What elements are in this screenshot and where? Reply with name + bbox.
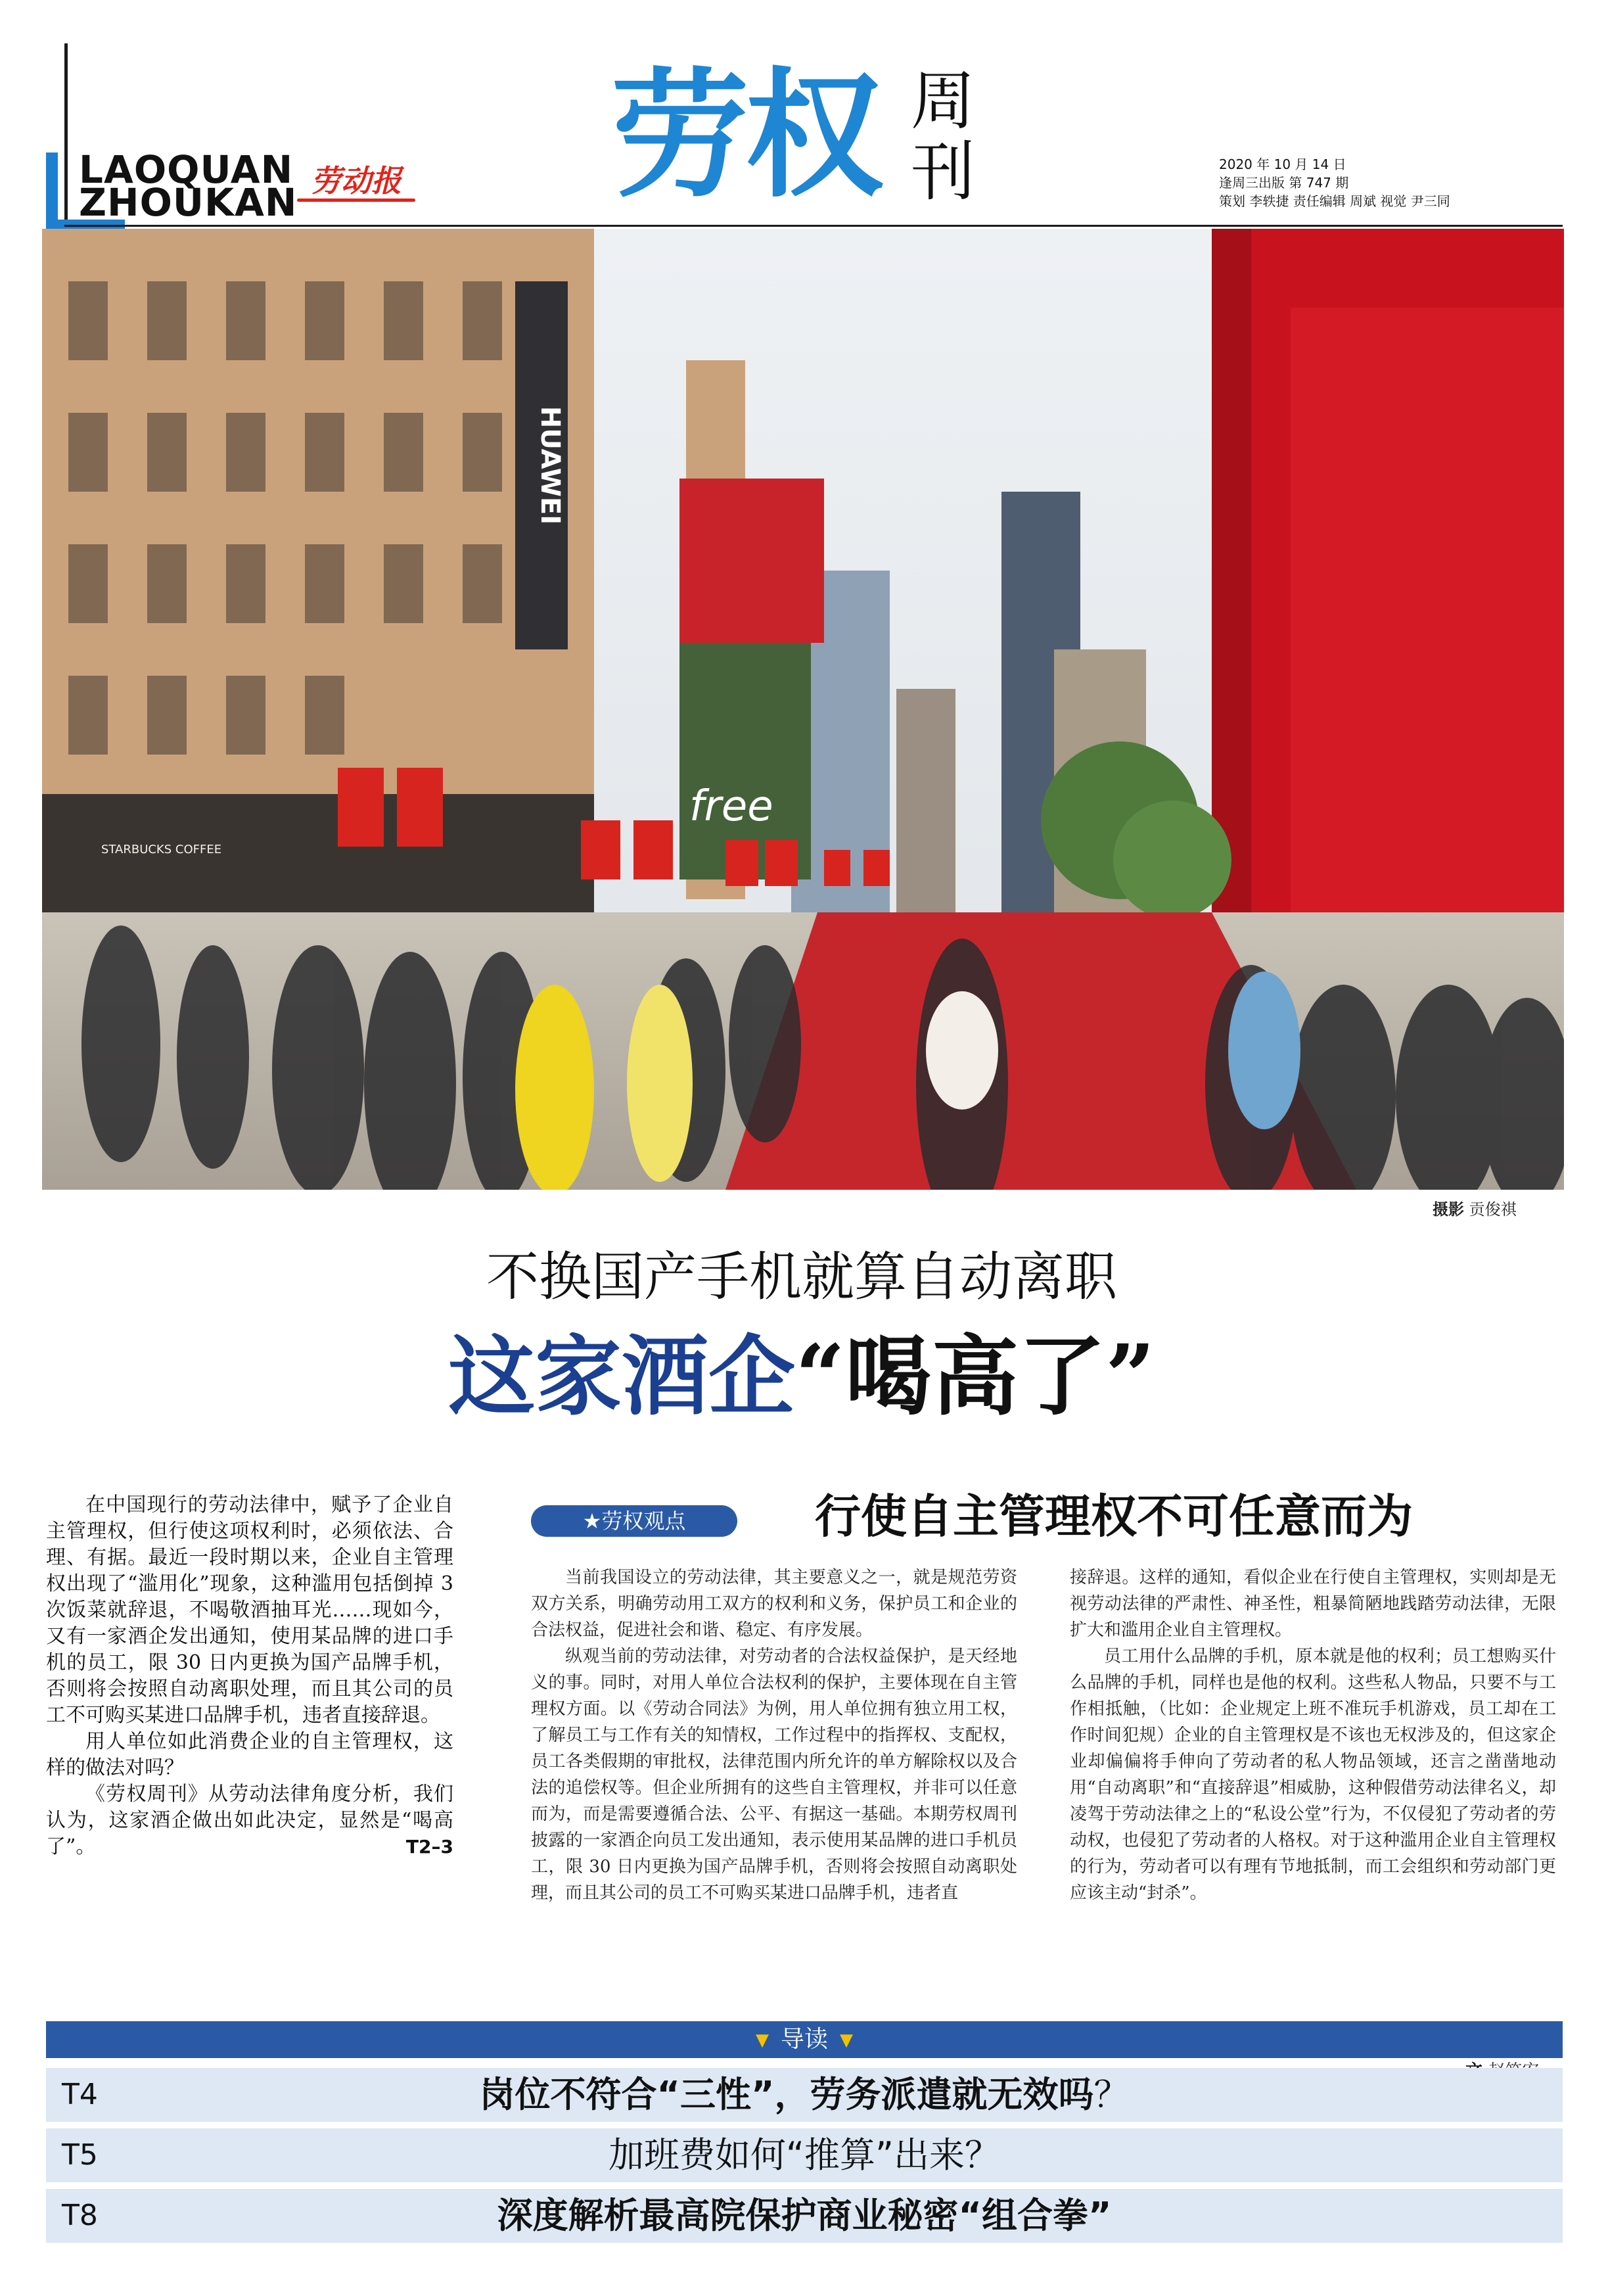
opinion-col1-paragraph: 纵观当前的劳动法律，对劳动者的合法权益保护，是天经地义的事。同时，对用人单位合法权利的保护，主要体现在自主管理权方面。以《劳动合同法》为例，用人单位拥有独立用工权，了解员工与工作有关的知情权，工作过程中的指挥权、支配权，员工各类假期的审批权，法律范围内所允许的单方解除权以及合法的追偿权等。但企业所拥有的这些自主管理权，并非可以任意而为，而是需要遵循合法、公平、有据这一基础。本期劳权周刊披露的一家酒企向员工发出通知，表示使用某品牌的进口手机员工，限 30 日内更换为国产品牌手机，否则将会按照自动离职处理，而且其公司的员工不可购买某进口品牌手机，违者直: [531, 1647, 1017, 1903]
lead-paragraph-3: [46, 1781, 453, 1860]
lead-paragraph-1: 在中国现行的劳动法律中，赋予了企业自主管理权，但行使这项权利时，必须依法、合理、有据。最近一段时期以来，企业自主管理权出现了“滥用化”现象，这种滥用包括倒掉 3 次饭菜就辞退，不喝敬酒抽耳光……现如今，又有一家酒企发出通知，使用某品牌的进口手机的员工，限 30 日内更换为国产品牌手机，否则将会按照自动离职处理，而且其公司的员工不可购买某进口品牌手机，违者直接辞退。: [46, 1493, 453, 1727]
headline-kicker: 不换国产手机就算自动离职: [486, 1246, 1117, 1307]
photo-credit-name: 贡俊祺: [1469, 1200, 1517, 1219]
guide-item[interactable]: [46, 2128, 1563, 2182]
masthead-subtitle-char1: 周: [910, 64, 975, 139]
free-sign: free: [689, 782, 773, 831]
issue-date: 2020 年 10 月 14 日: [1219, 156, 1346, 172]
guide-header: [46, 2021, 1563, 2058]
guide-item-page: T8: [62, 2199, 98, 2232]
guide-item-page: T5: [62, 2138, 98, 2172]
opinion-col2-paragraph: 员工用什么品牌的手机，原本就是他的权利；员工想购买什么品牌的手机，同样也是他的权利。这些私人物品，只要不与工作相抵触，（比如：企业规定上班不准玩手机游戏，员工却在工作时间犯规）企业的自主管理权是不该也无权涉及的，但这家企业却偏偏将手伸向了劳动者的私人物品领域，还言之凿凿地动用“自动离职”和“直接辞退”相威胁，这种假借劳动法律名义，却凌驾于劳动法律之上的“私设公堂”行为，不仅侵犯了劳动者的劳动权，也侵犯了劳动者的人格权。对于这种滥用企业自主管理权的行为，劳动者可以有理有节地抵制，而工会组织和劳动部门更应该主动“封杀”。: [1070, 1647, 1556, 1903]
guide-item-page: T4: [62, 2078, 98, 2111]
opinion-title: 行使自主管理权不可任意而为: [815, 1489, 1413, 1543]
photo-credit: [1433, 1196, 1517, 1219]
lead-article: [46, 1492, 453, 1860]
guide-item-title-tail: 加班费如何“推算”出来？: [609, 2134, 1000, 2176]
cover-photo: [42, 229, 1564, 1190]
opinion-badge: ★劳权观点: [531, 1505, 737, 1537]
street-scene-illustration: [42, 229, 1564, 1190]
guide-item[interactable]: [46, 2189, 1563, 2243]
logo-underline: [297, 199, 415, 202]
guide-item-title-bold: 岗位不符合“三性”，劳务派遣就无效吗: [479, 2074, 1094, 2115]
guide-label: 导读: [780, 2026, 828, 2053]
headline-main-quote: “喝高了”: [795, 1326, 1155, 1428]
lead-paragraph-2: 用人单位如此消费企业的自主管理权，这样的做法对吗？: [46, 1730, 453, 1779]
starbucks-sign: STARBUCKS COFFEE: [101, 843, 222, 856]
headline-main: [197, 1328, 1406, 1426]
masthead-subtitle: [907, 66, 979, 208]
guide-item[interactable]: [46, 2068, 1563, 2122]
laodongbao-logo: 劳动报: [311, 163, 402, 199]
guide-item-title: [177, 2128, 1431, 2182]
opinion-col2-paragraph: 接辞退。这样的通知，看似企业在行使自主管理权，实则却是无视劳动法律的严肃性、神圣性，粗暴简陋地践踏劳动法律，无限扩大和滥用企业自主管理权。: [1070, 1568, 1556, 1640]
opinion-column-1: [531, 1564, 1017, 1906]
headline-main-text: 这家酒企: [448, 1326, 796, 1428]
guide-item-title: [177, 2068, 1431, 2122]
masthead-subtitle-char2: 刊: [910, 135, 975, 210]
triangle-down-icon: ▼: [840, 2030, 853, 2050]
editorial-credits: 策划 李轶捷 责任编辑 周斌 视觉 尹三同: [1219, 193, 1450, 209]
guide-item-title-bold: 深度解析最高院保护商业秘密“组合拳”: [497, 2195, 1112, 2236]
guide-item-title-tail: ？: [1093, 2074, 1130, 2115]
issue-number: 逢周三出版 第 747 期: [1219, 175, 1349, 191]
masthead-latin-line2: ZHOUKAN: [79, 180, 298, 225]
huawei-sign: HUAWEI: [535, 406, 565, 525]
masthead-horizontal-rule: [64, 225, 1563, 227]
photo-credit-label: 摄影: [1433, 1200, 1464, 1219]
opinion-column-2: [1070, 1564, 1556, 1906]
triangle-down-icon: ▼: [755, 2030, 769, 2050]
masthead-vertical-rule: [64, 43, 68, 220]
page-reference: T2–3: [405, 1836, 453, 1858]
opinion-col1-paragraph: 当前我国设立的劳动法律，其主要意义之一，就是规范劳资双方关系，明确劳动用工双方的权利和义务，保护员工和企业的合法权益，促进社会和谐、稳定、有序发展。: [531, 1568, 1017, 1640]
masthead-title: 劳权: [611, 55, 880, 216]
lead-paragraph-3-text: 《劳权周刊》从劳动法律角度分析，我们认为，这家酒企做出如此决定，显然是“喝高了”。: [46, 1783, 453, 1858]
masthead-latin-line1: LAOQUAN: [79, 147, 294, 192]
guide-item-title: [177, 2189, 1431, 2243]
